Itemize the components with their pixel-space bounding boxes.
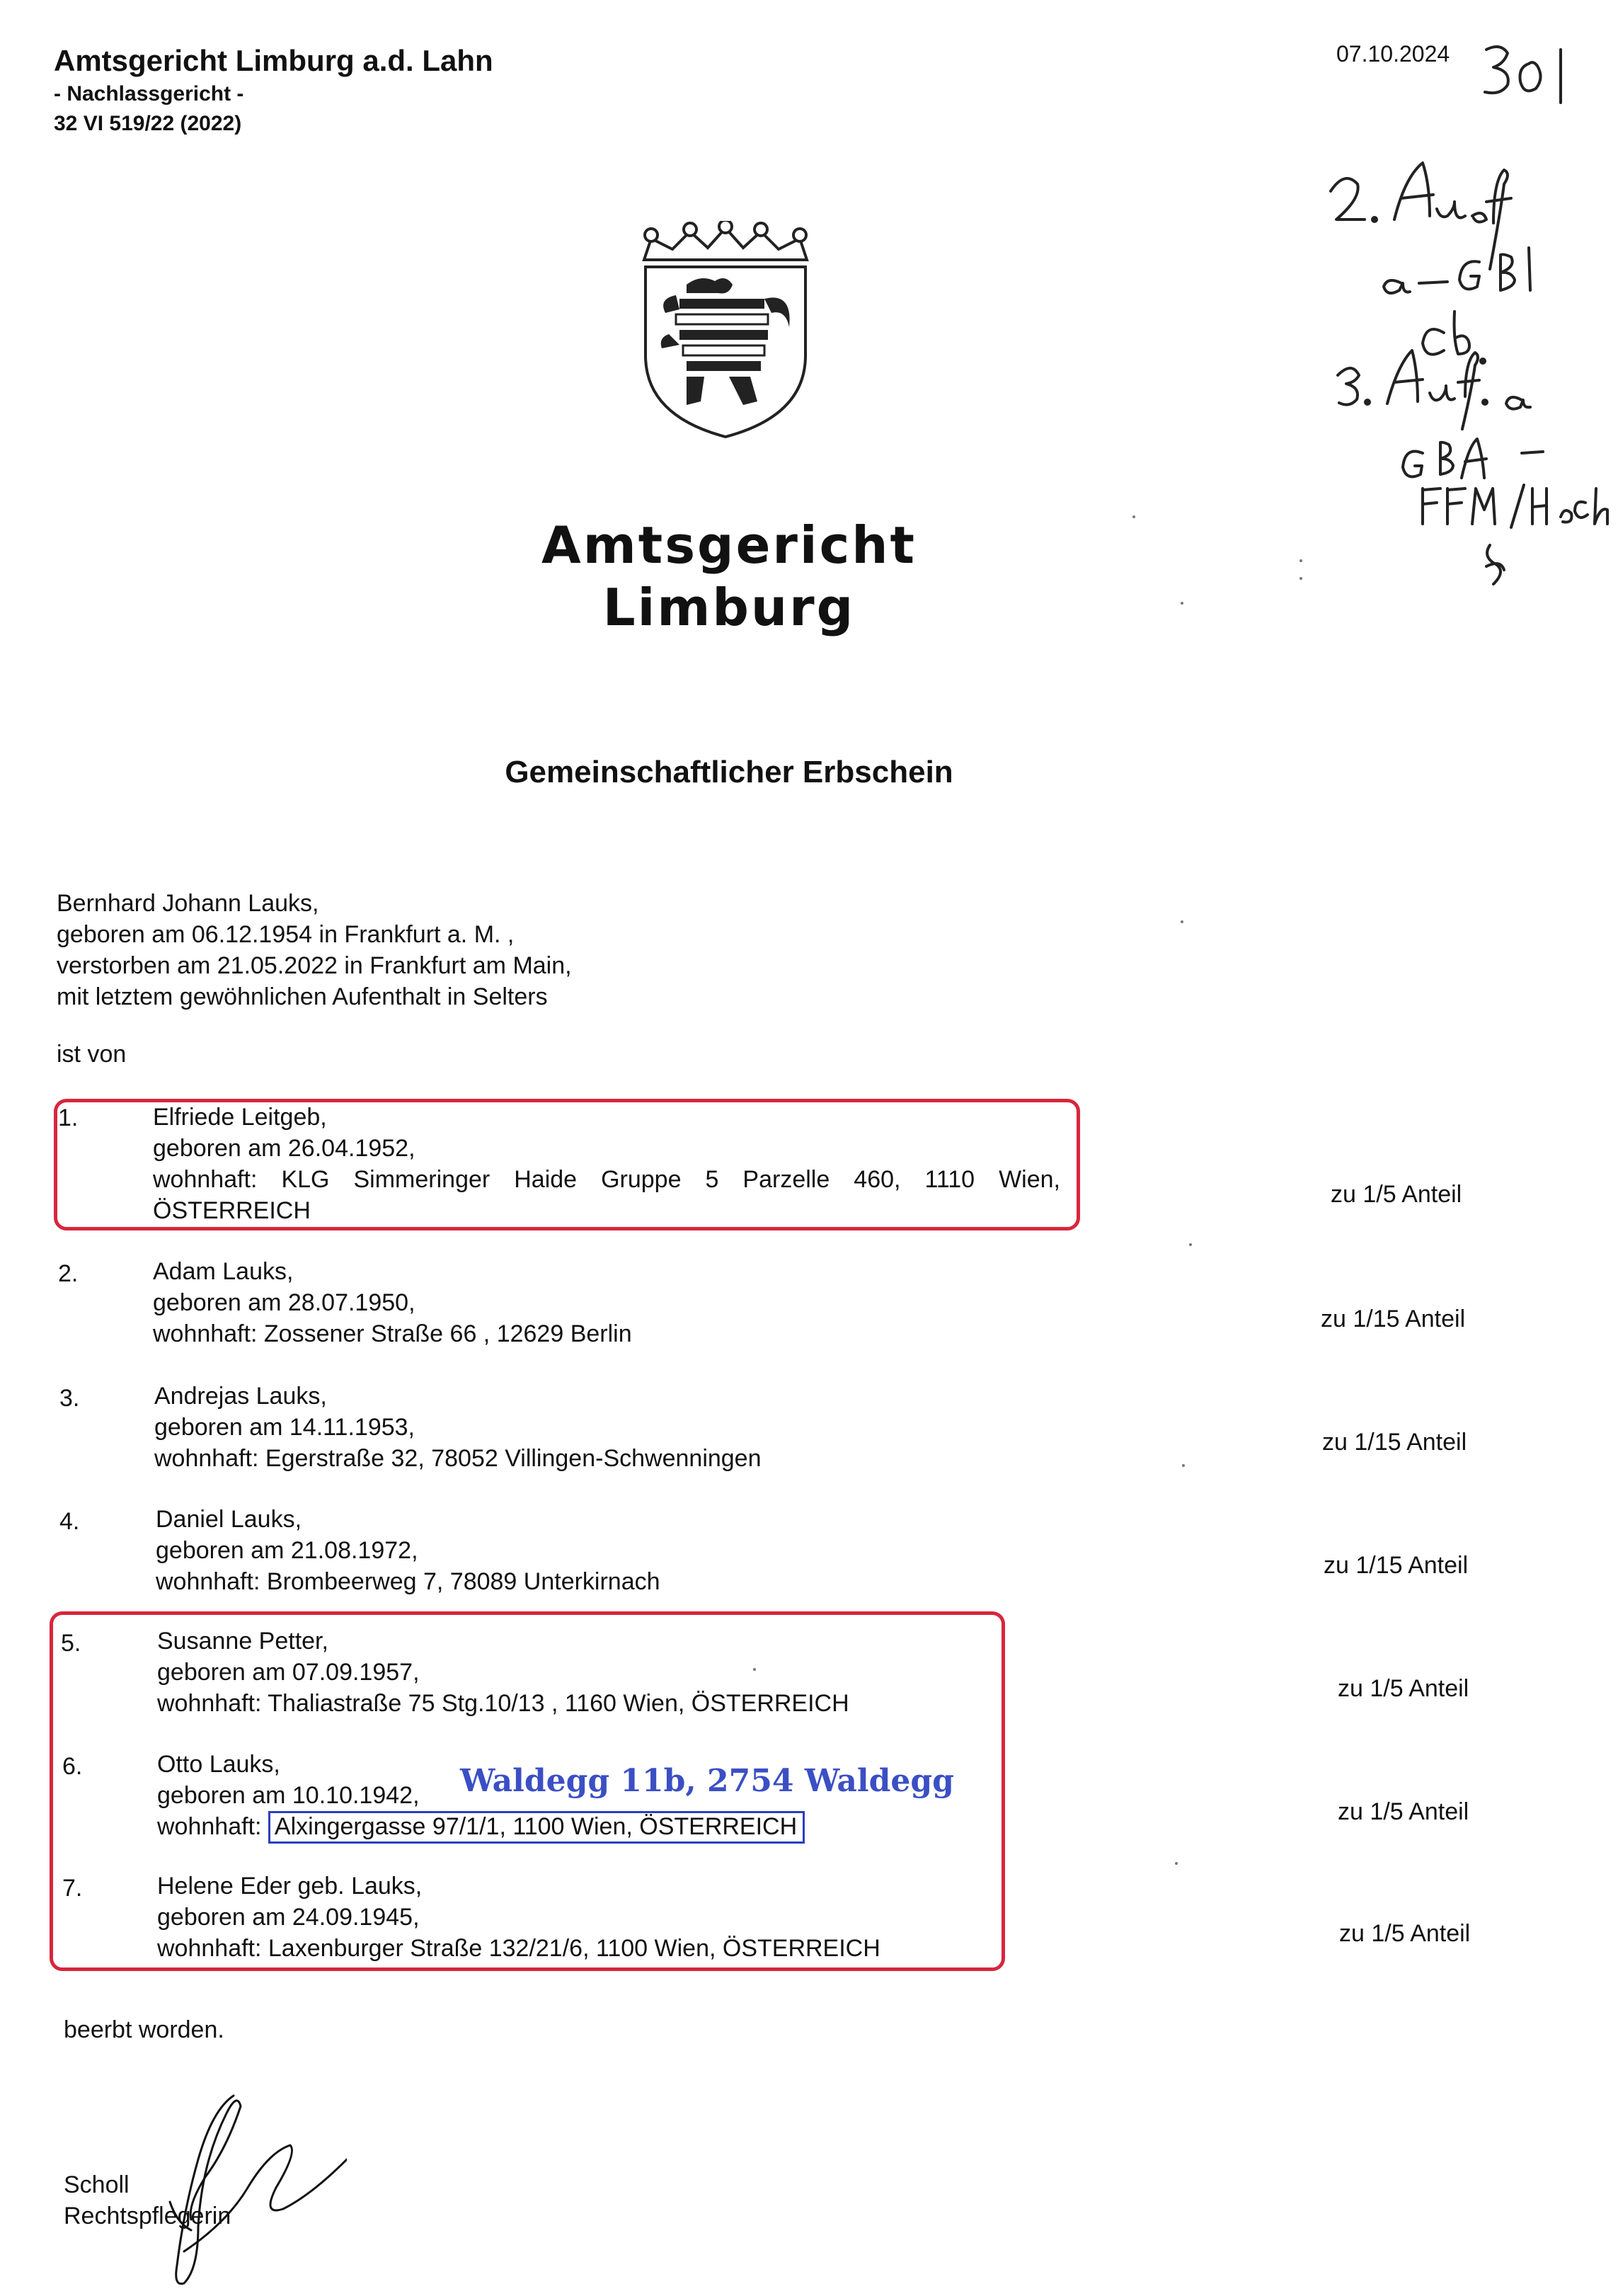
- heir-born: geboren am 21.08.1972,: [156, 1537, 418, 1564]
- heir-address: wohnhaft: Laxenburger Straße 132/21/6, 1100 Wien, ÖSTERREICH: [157, 1935, 880, 1962]
- heir-share: zu 1/5 Anteil: [1331, 1181, 1462, 1208]
- heir-born: geboren am 26.04.1952,: [153, 1135, 415, 1162]
- heir-name: Susanne Petter,: [157, 1628, 328, 1655]
- court-title-line2: Limburg: [602, 578, 856, 637]
- ist-von-text: ist von: [57, 1041, 127, 1068]
- signatory-block: [64, 2169, 231, 2232]
- heir-number: 6.: [62, 1753, 83, 1780]
- file-number: 32 VI 519/22 (2022): [54, 112, 242, 135]
- heir-address: wohnhaft: Brombeerweg 7, 78089 Unterkirnach: [156, 1568, 660, 1595]
- heir-born: geboren am 10.10.1942,: [157, 1782, 420, 1809]
- heir-entry-2: [153, 1256, 632, 1349]
- court-department: - Nachlassgericht -: [54, 82, 244, 105]
- heir-number: 5.: [61, 1630, 81, 1657]
- heir-number: 4.: [59, 1508, 80, 1535]
- heir-born: geboren am 07.09.1957,: [157, 1659, 420, 1686]
- document-title: Gemeinschaftlicher Erbschein: [505, 755, 953, 789]
- heir-share: zu 1/5 Anteil: [1339, 1920, 1471, 1947]
- decedent-block: [57, 888, 572, 1012]
- heir-share: zu 1/15 Anteil: [1321, 1306, 1466, 1332]
- heir-address: wohnhaft: KLG Simmeringer Haide Gruppe 5 Parzelle 460, 1110 Wien,: [153, 1166, 1060, 1193]
- heir-number: 2.: [58, 1260, 79, 1287]
- heir-address-row: [157, 1811, 805, 1842]
- heir-share: zu 1/15 Anteil: [1322, 1429, 1467, 1456]
- heir-address: wohnhaft: Egerstraße 32, 78052 Villingen-Schwenningen: [154, 1445, 762, 1472]
- closing-text: beerbt worden.: [64, 2016, 224, 2043]
- heir-number: 3.: [59, 1385, 80, 1412]
- boxed-address: Alxingergasse 97/1/1, 1100 Wien, ÖSTERREICH: [268, 1811, 805, 1844]
- signatory-title: Rechtspflegerin: [64, 2203, 231, 2229]
- heir-address: wohnhaft: Zossener Straße 66 , 12629 Berlin: [153, 1320, 632, 1347]
- heir-entry-7: [157, 1871, 880, 1964]
- heir-entry-4: [156, 1504, 660, 1597]
- signatory-name: Scholl: [64, 2171, 130, 2198]
- heir-share: zu 1/15 Anteil: [1324, 1552, 1469, 1579]
- handwritten-new-address: Waldegg 11b, 2754 Waldegg: [460, 1763, 954, 1799]
- heir-born: geboren am 28.07.1950,: [153, 1289, 415, 1316]
- heir-number: 7.: [62, 1875, 83, 1902]
- heir-share: zu 1/5 Anteil: [1338, 1675, 1469, 1702]
- document-date: 07.10.2024: [1336, 41, 1450, 67]
- heir-share: zu 1/5 Anteil: [1338, 1798, 1469, 1825]
- decedent-died: verstorben am 21.05.2022 in Frankfurt am Main,: [57, 952, 572, 979]
- decedent-residence: mit letztem gewöhnlichen Aufenthalt in Selters: [57, 983, 548, 1010]
- decedent-name: Bernhard Johann Lauks,: [57, 890, 319, 917]
- heir-address-country: ÖSTERREICH: [153, 1197, 311, 1224]
- heir-name: Otto Lauks,: [157, 1751, 280, 1778]
- court-name-header: Amtsgericht Limburg a.d. Lahn: [54, 44, 493, 77]
- heir-born: geboren am 24.09.1945,: [157, 1904, 420, 1931]
- handwritten-notes: [1316, 28, 1614, 595]
- heir-address-label: wohnhaft:: [157, 1813, 262, 1840]
- heir-address: wohnhaft: Thaliastraße 75 Stg.10/13 , 1160 Wien, ÖSTERREICH: [157, 1690, 849, 1717]
- court-title-line1: Amtsgericht: [541, 515, 917, 575]
- heir-entry-1: [153, 1102, 1060, 1226]
- heir-entry-3: [154, 1381, 762, 1474]
- heir-number: 1.: [58, 1104, 79, 1131]
- heir-name: Andrejas Lauks,: [154, 1383, 327, 1410]
- hesse-coat-of-arms-icon: [637, 221, 814, 440]
- decedent-born: geboren am 06.12.1954 in Frankfurt a. M. ,: [57, 921, 515, 948]
- heir-born: geboren am 14.11.1953,: [154, 1414, 415, 1441]
- heir-name: Adam Lauks,: [153, 1258, 294, 1285]
- heir-name: Daniel Lauks,: [156, 1506, 302, 1533]
- heir-name: Elfriede Leitgeb,: [153, 1104, 327, 1131]
- heir-entry-5: [157, 1626, 849, 1719]
- heir-name: Helene Eder geb. Lauks,: [157, 1873, 423, 1900]
